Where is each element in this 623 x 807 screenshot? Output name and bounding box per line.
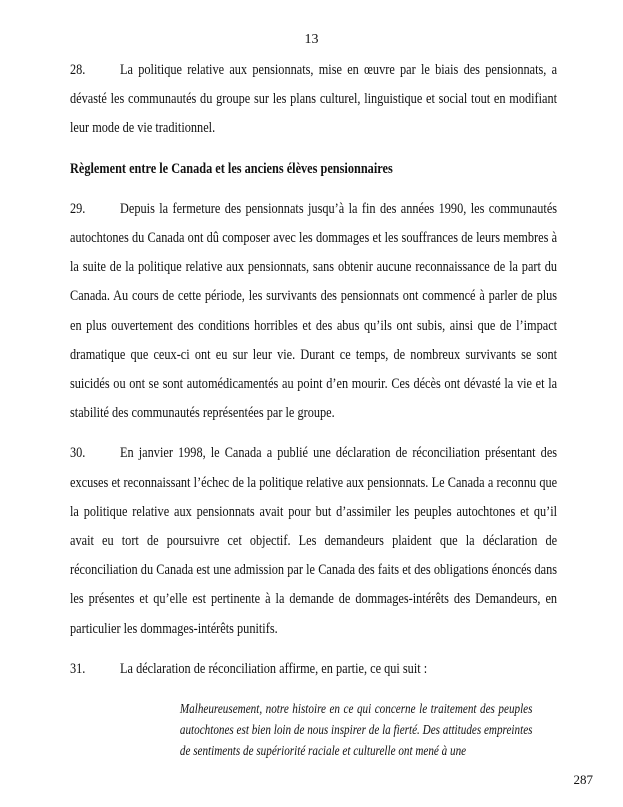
page-number-top: 13 xyxy=(304,32,319,47)
paragraph-29-number: 29. xyxy=(70,200,86,217)
document-content xyxy=(70,56,557,761)
paragraph-30-number: 30. xyxy=(70,445,86,462)
paragraph-28-number: 28. xyxy=(70,62,86,78)
paragraph-30 xyxy=(70,439,557,643)
paragraph-31 xyxy=(70,655,557,684)
paragraph-31-number: 31. xyxy=(70,660,86,677)
section-heading: Règlement entre le Canada et les anciens élèves pensionnaires xyxy=(70,160,393,177)
paragraph-29-text: Depuis la fermeture des pensionnats jusqu’à la fin des années 1990, les communautés autochtones du Canada ont dû composer avec les dommages et les souffrances de leurs membres à la suite de la politique relative aux pensionnats, sans obtenir aucune reconnaissance de la part du Canada. Au cours de cette période, les survivants des pensionnats ont commencé à parler de plus en plus ouvertement des conditions horribles et des abus qu’ils ont subis, ainsi que de l’impact dramatique que ceux-ci ont eu sur leur vie. Durant ce temps, de nombreux survivants se sont suicidés ou ont se sont automédicamentés au point d’en mourir. Ces décès ont dévasté la vie et la stabilité des communautés représentées par le groupe. xyxy=(70,200,558,422)
page-number-bottom: 287 xyxy=(573,772,593,787)
quotation-block: Malheureusement, notre histoire en ce qui concerne le traitement des peuples autochtones est bien loin de nous inspirer de la fierté. Des attitudes empreintes de sentiments de supériorité raciale et culturelle ont mené à une xyxy=(179,701,533,759)
paragraph-29 xyxy=(70,195,557,429)
paragraph-31-text: La déclaration de réconciliation affirme, en partie, ce qui suit : xyxy=(120,660,428,677)
paragraph-28-text: La politique relative aux pensionnats, mise en œuvre par le biais des pensionnats, a dévasté les communautés du groupe sur les plans culturel, linguistique et social tout en modifiant leur mode de vie traditionnel. xyxy=(70,62,558,137)
paragraph-30-text: En janvier 1998, le Canada a publié une déclaration de réconciliation présentant des excuses et reconnaissant l’échec de la politique relative aux pensionnats. Le Canada a reconnu que la politique relative aux pensionnats avait pour but d’assimiler les peuples autochtones et qu’il avait eu tort de poursuivre cet objectif. Les demandeurs plaident que la déclaration de réconciliation du Canada est une admission par le Canada des faits et des obligations énoncés dans les présentes et qu’elle est pertinente à la demande de dommages-intérêts des Demandeurs, en particulier les dommages-intérêts punitifs. xyxy=(70,445,558,637)
paragraph-28 xyxy=(70,56,557,144)
